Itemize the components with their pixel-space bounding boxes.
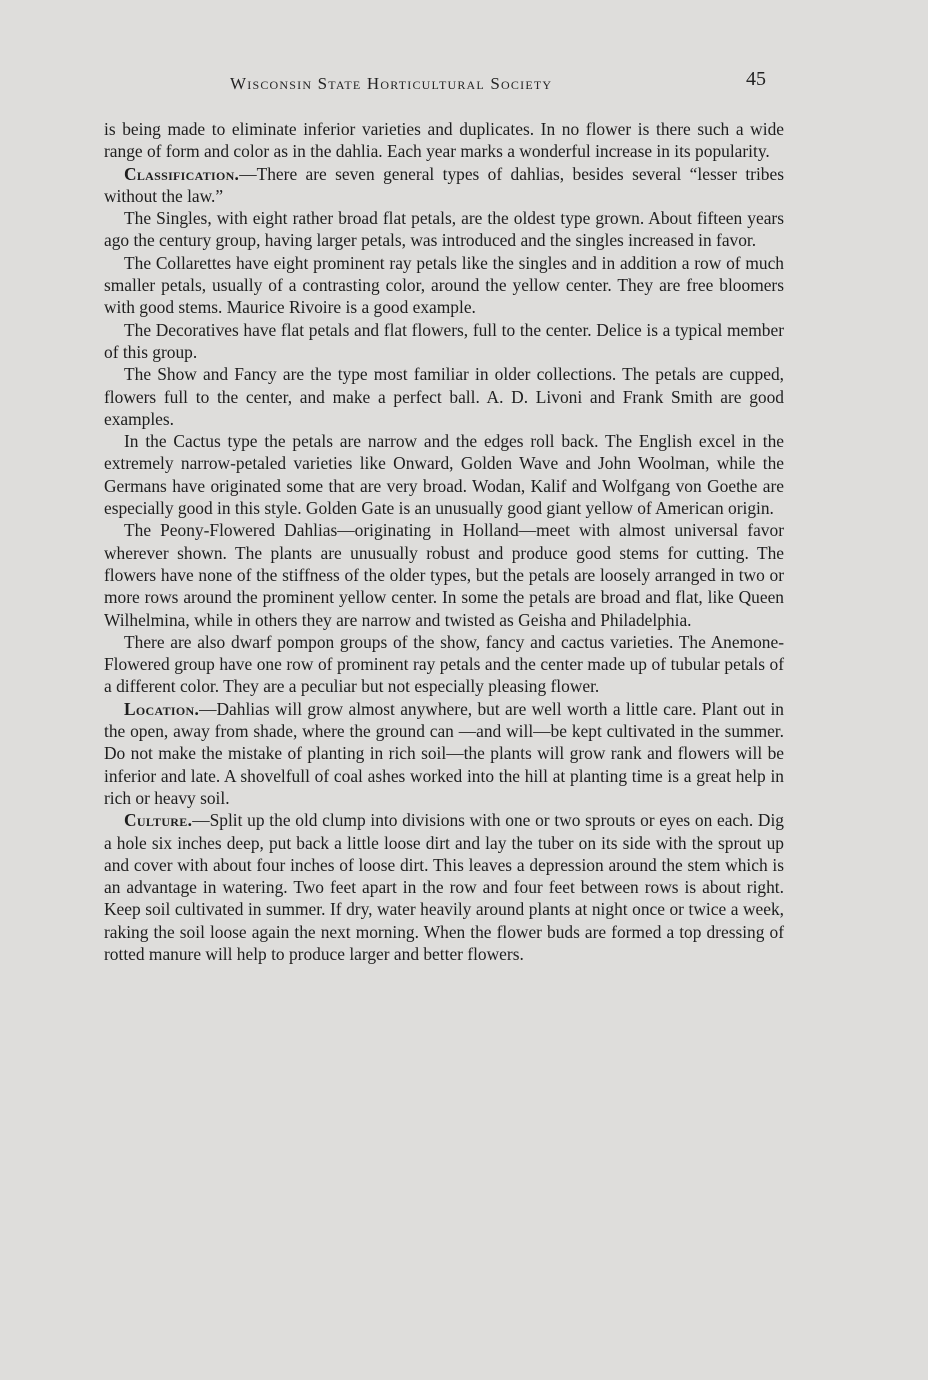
paragraph-classification [104,163,784,208]
paragraph-location [104,698,784,809]
paragraph-pompon [104,631,784,698]
section-heading-culture: Culture. [124,810,193,831]
paragraph-text: There are also dwarf pompon groups of the show, fancy and cactus varieties. The Anemone-Flowered group have one row of prominent ray petals and the center made up of tubular petals of a different color. They are a peculiar but not especially pleasing flower. [104,631,784,697]
running-header [104,66,768,100]
paragraph-text: The Peony-Flowered Dahlias—originating in Holland—meet with almost universal favor wherever shown. The plants are unusually robust and produce good stems for cutting. The flowers have none of the stiffness of the older types, but the petals are loosely arranged in two or more rows around the prominent yellow center. In some the petals are broad and flat, like Queen Wilhelmina, while in others they are narrow and twisted as Geisha and Philadelphia. [104,520,784,630]
section-heading-location: Location. [124,698,200,719]
paragraph-peony-flowered [104,519,784,630]
body-text [104,118,784,965]
section-heading-classification: Classification. [124,163,240,184]
paragraph-text: The Singles, with eight rather broad flat petals, are the oldest type grown. About fifteen years ago the century group, having larger petals, was introduced and the singles increased in favor. [104,208,784,251]
page-number: 45 [746,68,766,90]
paragraph-cactus [104,430,784,519]
paragraph-text: In the Cactus type the petals are narrow and the edges roll back. The English excel in the extremely narrow-petaled varieties like Onward, Golden Wave and John Woolman, while the Germans have originated some that are very broad. Wodan, Kalif and Wolfgang von Goethe are especially good in this style. Golden Gate is an unusually good giant yellow of American origin. [104,431,784,519]
running-head-title: Wisconsin State Horticultural Society [230,74,553,93]
paragraph-text: —Dahlias will grow almost anywhere, but are well worth a little care. Plant out in the open, away from shade, where the ground can —and will—be kept cultivated in the summer. Do not make the mistake of planting in rich soil—the plants will grow rank and flowers will be inferior and late. A shovelfull of coal ashes worked into the hill at planting time is a great help in rich or heavy soil. [104,698,784,808]
paragraph-text: —There are seven general types of dahlias, besides several “lesser tribes without the law.” [104,163,784,206]
paragraph-collarettes [104,252,784,319]
paragraph-text: The Decoratives have flat petals and flat flowers, full to the center. Delice is a typical member of this group. [104,319,784,362]
paragraph-text: —Split up the old clump into divisions with one or two sprouts or eyes on each. Dig a hole six inches deep, put back a little loose dirt and lay the tuber on its side with the sprout up and cover with about four inches of loose dirt. This leaves a depression around the stem which is an advantage in watering. Two feet apart in the row and four feet between rows is about right. Keep soil cultivated in summer. If dry, water heavily around plants at night once or twice a week, raking the soil loose again the next morning. When the flower buds are formed a top dressing of rotted manure will help to produce larger and better flowers. [104,810,784,964]
paragraph-text: The Collarettes have eight prominent ray petals like the singles and in addition a row of much smaller petals, usually of a contrasting color, around the yellow center. They are free bloomers with good stems. Maurice Rivoire is a good example. [104,252,784,318]
paragraph-culture [104,809,784,965]
paragraph-decoratives [104,319,784,364]
paragraph-text: is being made to eliminate inferior varieties and duplicates. In no flower is there such a wide range of form and color as in the dahlia. Each year marks a wonderful increase in its popularity. [104,119,784,162]
paragraph-continuation [104,118,784,163]
paragraph-show-fancy [104,363,784,430]
paragraph-singles [104,207,784,252]
paragraph-text: The Show and Fancy are the type most familiar in older collections. The petals are cupped, flowers full to the center, and make a perfect ball. A. D. Livoni and Frank Smith are good examples. [104,364,784,429]
